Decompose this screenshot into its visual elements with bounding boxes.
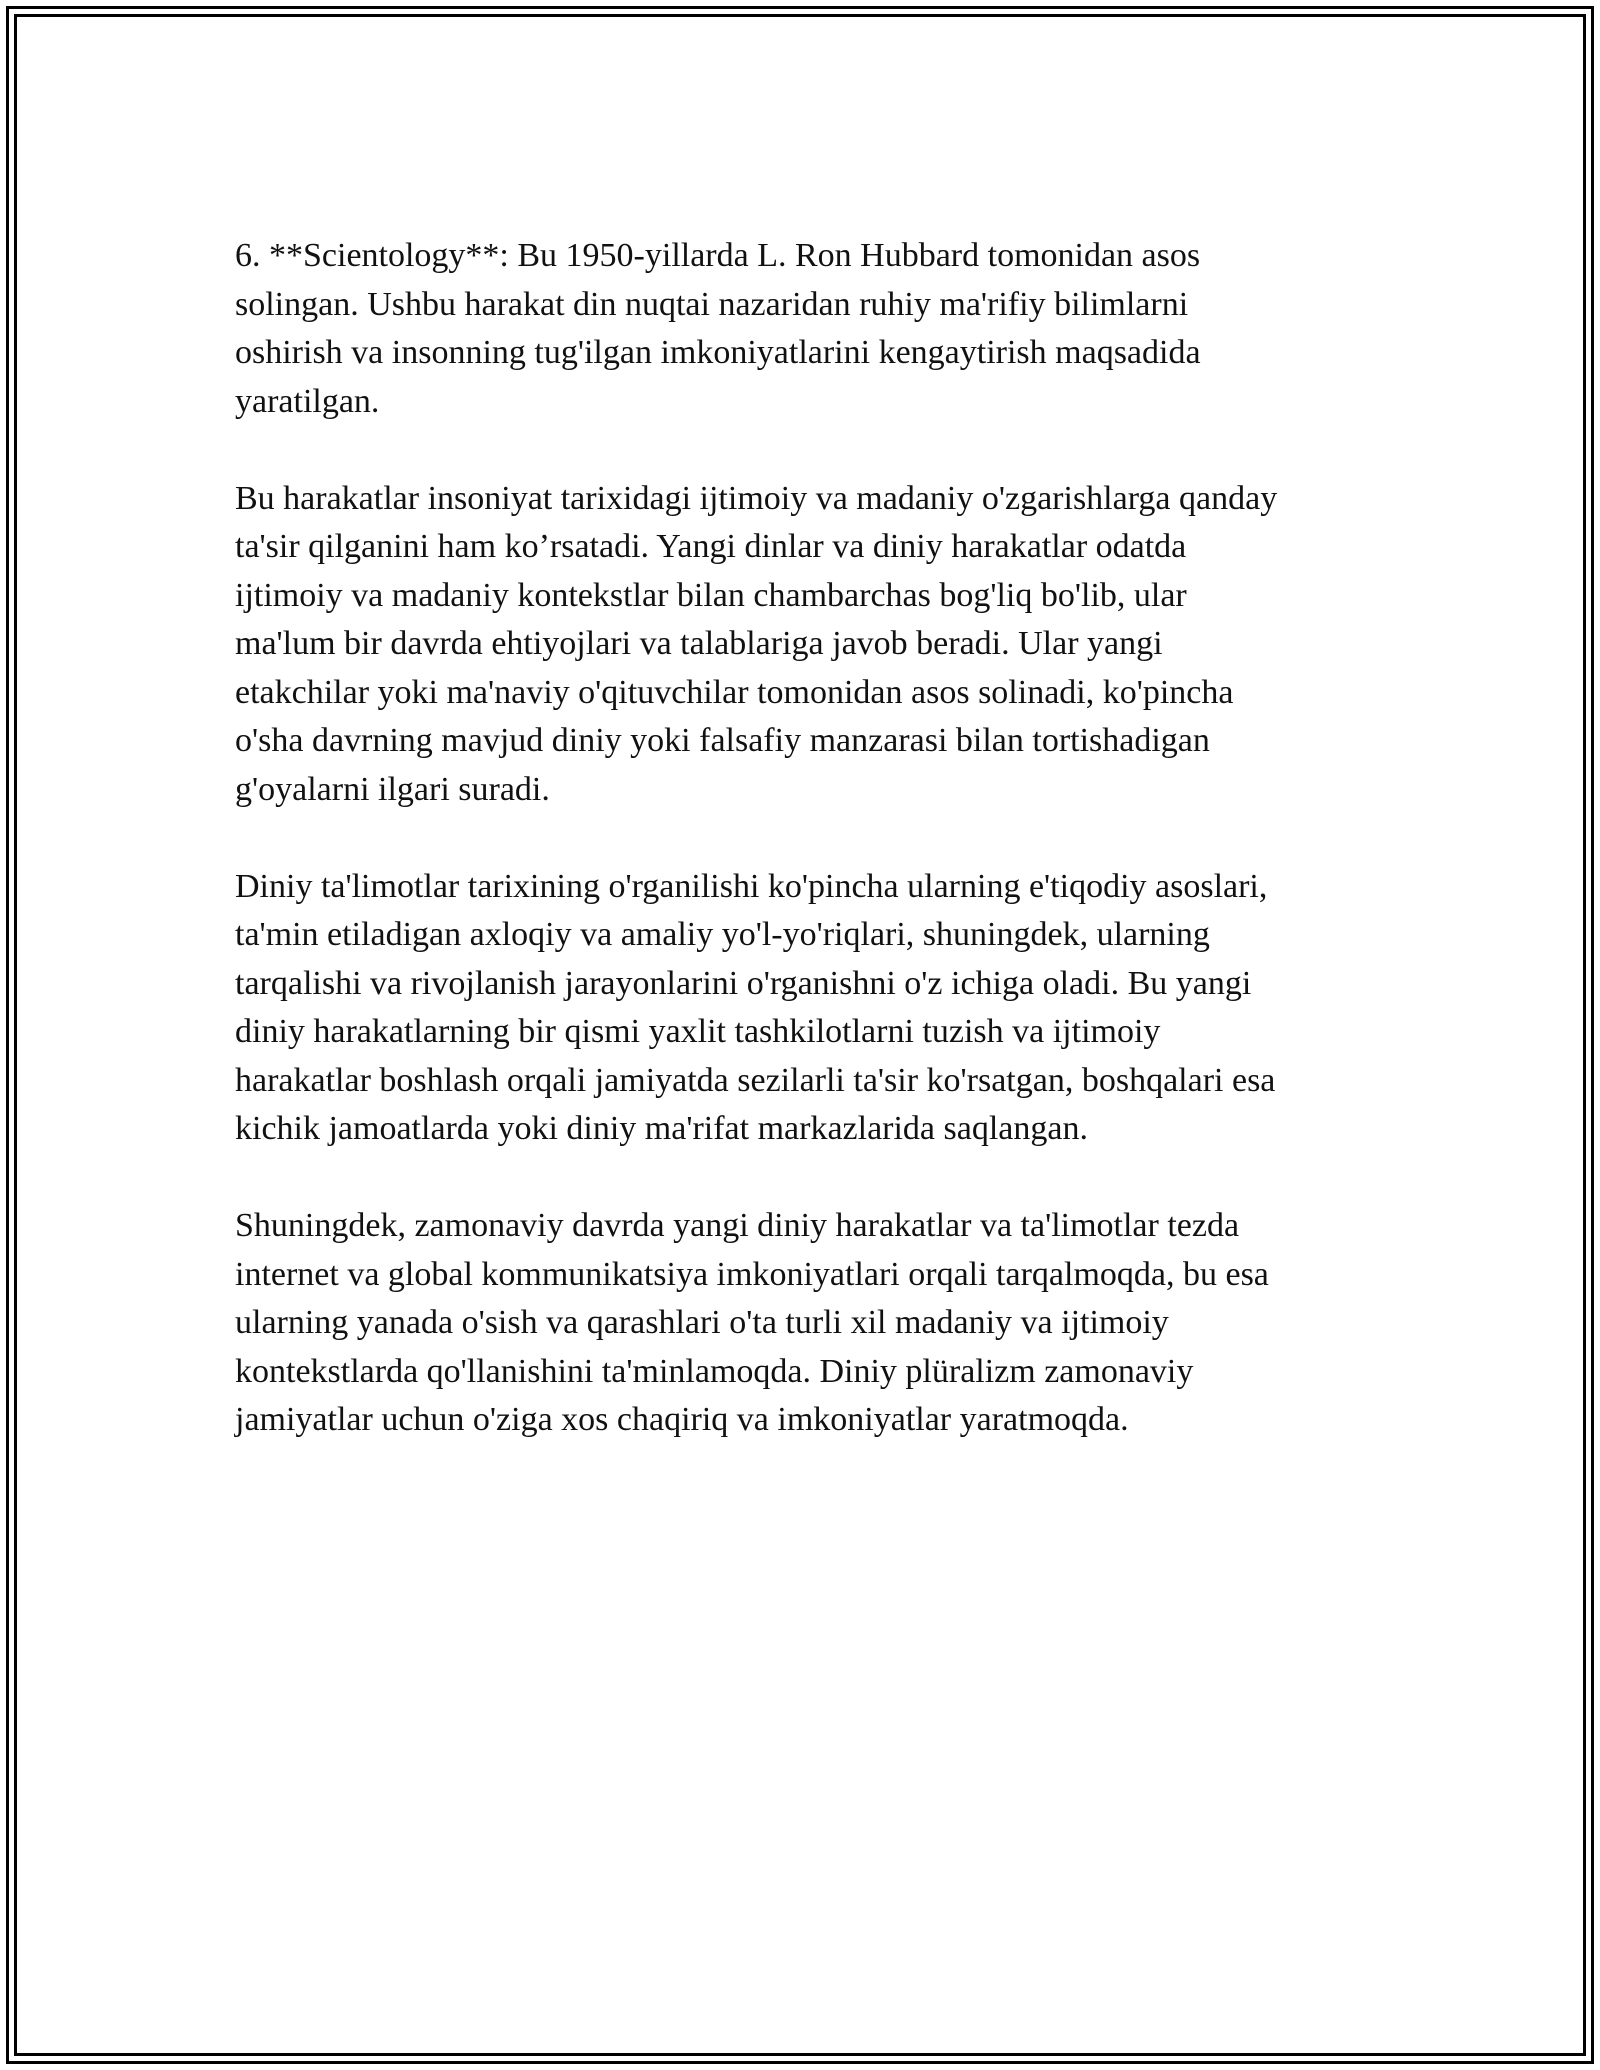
paragraph-scientology xyxy=(235,232,1375,426)
text-line: ijtimoiy va madaniy kontekstlar bilan chambarchas bog'liq bo'lib, ular xyxy=(235,576,1187,614)
paragraph-religious-doctrines xyxy=(235,863,1375,1154)
text-line: kichik jamoatlarda yoki diniy ma'rifat markazlarida saqlangan. xyxy=(235,1110,1088,1147)
text-line: etakchilar yoki ma'naviy o'qituvchilar tomonidan asos solinadi, ko'pincha xyxy=(235,673,1234,711)
text-line: oshirish va insonning tug'ilgan imkoniyatlarini kengaytirish maqsadida xyxy=(235,334,1201,371)
paragraph-modern-era xyxy=(235,1202,1375,1445)
text-line: ta'min etiladigan axloqiy va amaliy yo'l-yo'riqlari, shuningdek, ularning xyxy=(235,916,1210,953)
text-line: Diniy ta'limotlar tarixining o'rganilishi ko'pincha ularning e'tiqodiy asoslari, xyxy=(235,867,1268,905)
text-line: solingan. Ushbu harakat din nuqtai nazaridan ruhiy ma'rifiy bilimlarni xyxy=(235,285,1189,323)
text-line: yaratilgan. xyxy=(235,382,380,420)
text-line: tarqalishi va rivojlanish jarayonlarini o'rganishni o'z ichiga oladi. Bu yangi xyxy=(235,964,1252,1002)
text-line: Bu harakatlar insoniyat tarixidagi ijtimoiy va madaniy o'zgarishlarga qanday xyxy=(235,479,1278,517)
text-line: g'oyalarni ilgari suradi. xyxy=(235,770,550,808)
document-body xyxy=(235,232,1375,1445)
text-line: o'sha davrning mavjud diniy yoki falsafiy manzarasi bilan tortishadigan xyxy=(235,722,1210,759)
text-line: jamiyatlar uchun o'ziga xos chaqiriq va imkoniyatlar yaratmoqda. xyxy=(235,1401,1129,1438)
text-line: ta'sir qilganini ham ko’rsatadi. Yangi dinlar va diniy harakatlar odatda xyxy=(235,528,1187,565)
paragraph-social-cultural-change xyxy=(235,475,1375,815)
text-line: harakatlar boshlash orqali jamiyatda sezilarli ta'sir ko'rsatgan, boshqalari esa xyxy=(235,1061,1276,1099)
text-line: kontekstlarda qo'llanishini ta'minlamoqda. Diniy plüralizm zamonaviy xyxy=(235,1352,1194,1390)
text-line: diniy harakatlarning bir qismi yaxlit tashkilotlarni tuzish va ijtimoiy xyxy=(235,1013,1161,1050)
text-line: internet va global kommunikatsiya imkoniyatlari orqali tarqalmoqda, bu esa xyxy=(235,1255,1269,1293)
text-line: 6. **Scientology**: Bu 1950-yillarda L. Ron Hubbard tomonidan asos xyxy=(235,237,1201,274)
text-line: Shuningdek, zamonaviy davrda yangi diniy harakatlar va ta'limotlar tezda xyxy=(235,1207,1240,1244)
text-line: ularning yanada o'sish va qarashlari o'ta turli xil madaniy va ijtimoiy xyxy=(235,1304,1169,1341)
text-line: ma'lum bir davrda ehtiyojlari va talablariga javob beradi. Ular yangi xyxy=(235,625,1163,662)
